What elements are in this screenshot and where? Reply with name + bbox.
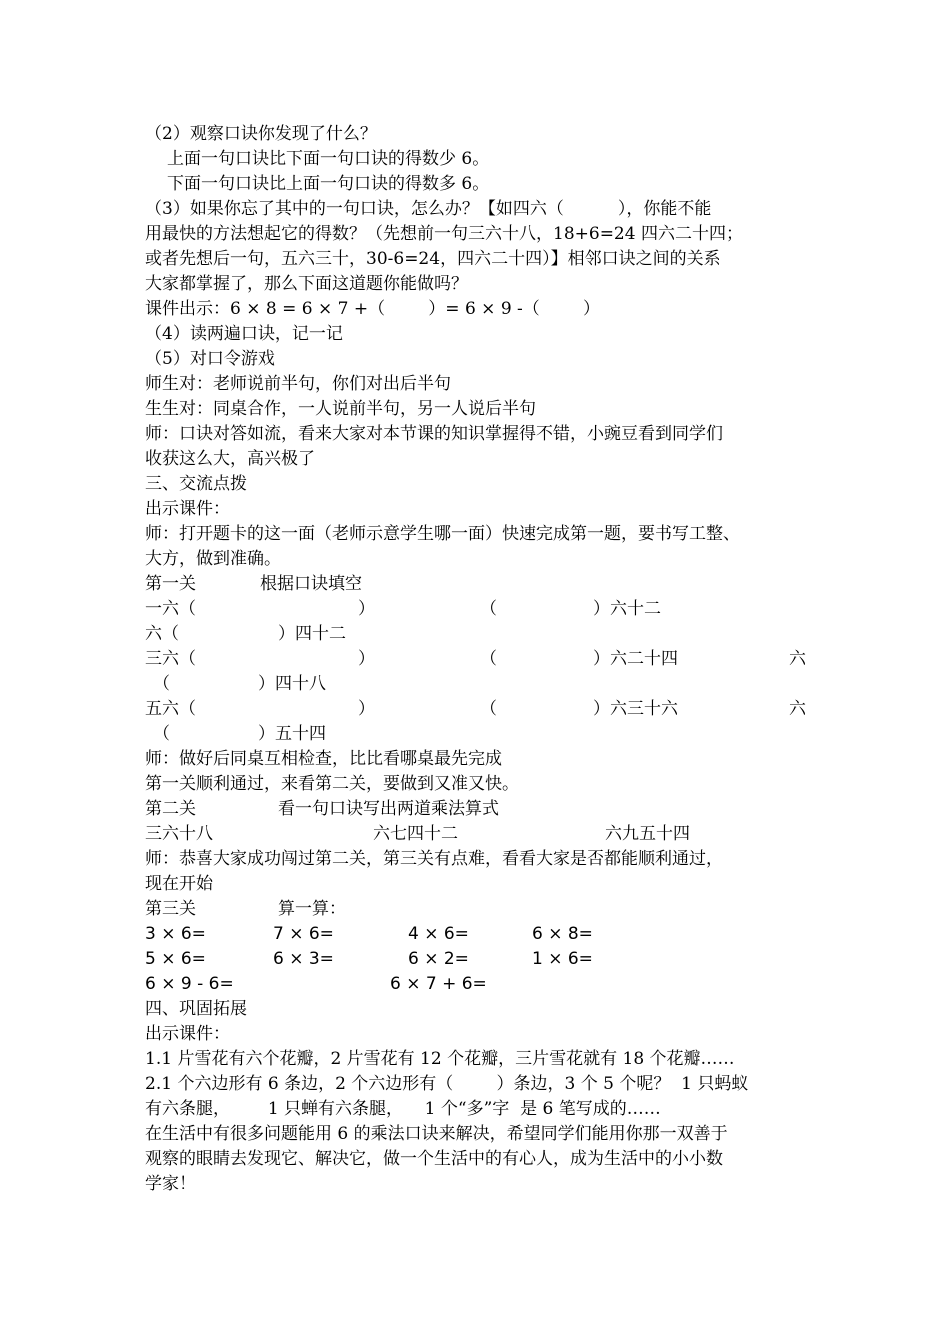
calc-row (145, 972, 835, 997)
formula-item: 六七四十二 (373, 824, 458, 844)
blank-item: ）六三十六 (593, 699, 678, 719)
level-three-heading (145, 897, 835, 922)
calc-item: 6 × 8= (532, 924, 593, 944)
calc-item: 6 × 7 + 6= (390, 974, 487, 994)
fill-blank-row (145, 647, 835, 672)
level-task: 算一算： (278, 899, 346, 919)
blank-item: ）五十四 (258, 724, 326, 744)
level-label: 第一关 (145, 574, 196, 594)
section-heading: 三、交流点拨 (145, 474, 247, 494)
blank-item: 六 (789, 699, 806, 719)
formula-item: 三六十八 (145, 824, 213, 844)
text-line: 师生对：老师说前半句，你们对出后半句 (145, 374, 451, 394)
document-body (145, 122, 835, 1197)
calc-item: 6 × 2= (408, 949, 469, 969)
blank-item: ）六二十四 (593, 649, 678, 669)
formula-item: 六九五十四 (605, 824, 690, 844)
blank-item: ）四十二 (278, 624, 346, 644)
text-line: 师：做好后同桌互相检查，比比看哪桌最先完成 (145, 749, 502, 769)
blank-item: （ (153, 724, 170, 744)
calc-item: 5 × 6= (145, 949, 206, 969)
text-line: 师：打开题卡的这一面（老师示意学生哪一面）快速完成第一题，要书写工整、 (145, 524, 740, 544)
fill-blank-row (145, 672, 835, 697)
text-line: 上面一句口诀比下面一句口诀的得数少 6。 (167, 149, 490, 169)
text-line: 学家！ (145, 1174, 196, 1194)
calc-item: 6 × 9 - 6= (145, 974, 234, 994)
fill-blank-row (145, 697, 835, 722)
text-line: 或者先想后一句，五六三十，30-6=24，四六二十四）】相邻口诀之间的关系 (145, 249, 721, 269)
calc-row (145, 947, 835, 972)
blank-item: 六（ (145, 624, 179, 644)
text-line: 出示课件： (145, 499, 230, 519)
text-line: 课件出示：6 × 8 = 6 × 7 +（ ）= 6 × 9 -（ ） (145, 299, 601, 319)
calc-row (145, 922, 835, 947)
blank-item: （ (480, 599, 497, 619)
text-line: 2.1 个六边形有 6 条边，2 个六边形有（ ）条边，3 个 5 个呢？ 1 只蚂蚁 (145, 1074, 749, 1094)
text-line: 大家都掌握了，那么下面这道题你能做吗？ (145, 274, 468, 294)
text-line: 现在开始 (145, 874, 213, 894)
level-task: 根据口诀填空 (260, 574, 362, 594)
text-line: 在生活中有很多问题能用 6 的乘法口诀来解决，希望同学们能用你那一双善于 (145, 1124, 728, 1144)
level-label: 第三关 (145, 899, 196, 919)
level-task: 看一句口诀写出两道乘法算式 (278, 799, 499, 819)
fill-blank-row (145, 622, 835, 647)
text-line: 1.1 片雪花有六个花瓣，2 片雪花有 12 个花瓣，三片雪花就有 18 个花瓣…… (145, 1049, 735, 1069)
text-line: 生生对：同桌合作，一人说前半句，另一人说后半句 (145, 399, 536, 419)
blank-item: 六 (789, 649, 806, 669)
calc-item: 7 × 6= (273, 924, 334, 944)
calc-item: 1 × 6= (532, 949, 593, 969)
calc-item: 4 × 6= (408, 924, 469, 944)
level-two-heading (145, 797, 835, 822)
blank-item: 一六（ (145, 599, 196, 619)
text-line: 师：口诀对答如流，看来大家对本节课的知识掌握得不错，小豌豆看到同学们 (145, 424, 723, 444)
level-one-heading (145, 572, 835, 597)
fill-blank-row (145, 722, 835, 747)
blank-item: 五六（ (145, 699, 196, 719)
blank-item: ） (358, 599, 375, 619)
blank-item: （ (480, 699, 497, 719)
calc-item: 6 × 3= (273, 949, 334, 969)
blank-item: （ (480, 649, 497, 669)
blank-item: 三六（ (145, 649, 196, 669)
text-line: 出示课件： (145, 1024, 230, 1044)
text-line: （4）读两遍口诀，记一记 (145, 324, 343, 344)
blank-item: ）六十二 (593, 599, 661, 619)
formula-row (145, 822, 835, 847)
text-line: 用最快的方法想起它的得数？（先想前一句三六十八，18+6=24 四六二十四； (145, 224, 743, 244)
section-heading: 四、巩固拓展 (145, 999, 247, 1019)
text-line: （5）对口令游戏 (145, 349, 275, 369)
text-line: 师：恭喜大家成功闯过第二关，第三关有点难，看看大家是否都能顺利通过， (145, 849, 723, 869)
calc-item: 3 × 6= (145, 924, 206, 944)
level-label: 第二关 (145, 799, 196, 819)
text-line: 收获这么大，高兴极了 (145, 449, 315, 469)
blank-item: （ (153, 674, 170, 694)
text-line: 下面一句口诀比上面一句口诀的得数多 6。 (167, 174, 490, 194)
text-line: （3）如果你忘了其中的一句口诀，怎么办？【如四六（ ），你能不能 (145, 199, 712, 219)
blank-item: ） (358, 699, 375, 719)
fill-blank-row (145, 597, 835, 622)
text-line: 有六条腿， 1 只蝉有六条腿， 1 个“多”字 是 6 笔写成的…… (145, 1099, 661, 1119)
text-line: 大方，做到准确。 (145, 549, 281, 569)
blank-item: ）四十八 (258, 674, 326, 694)
text-line: 第一关顺利通过，来看第二关，要做到又准又快。 (145, 774, 519, 794)
text-line: 观察的眼睛去发现它、解决它，做一个生活中的有心人，成为生活中的小小数 (145, 1149, 723, 1169)
blank-item: ） (358, 649, 375, 669)
text-line: （2）观察口诀你发现了什么？ (145, 124, 377, 144)
